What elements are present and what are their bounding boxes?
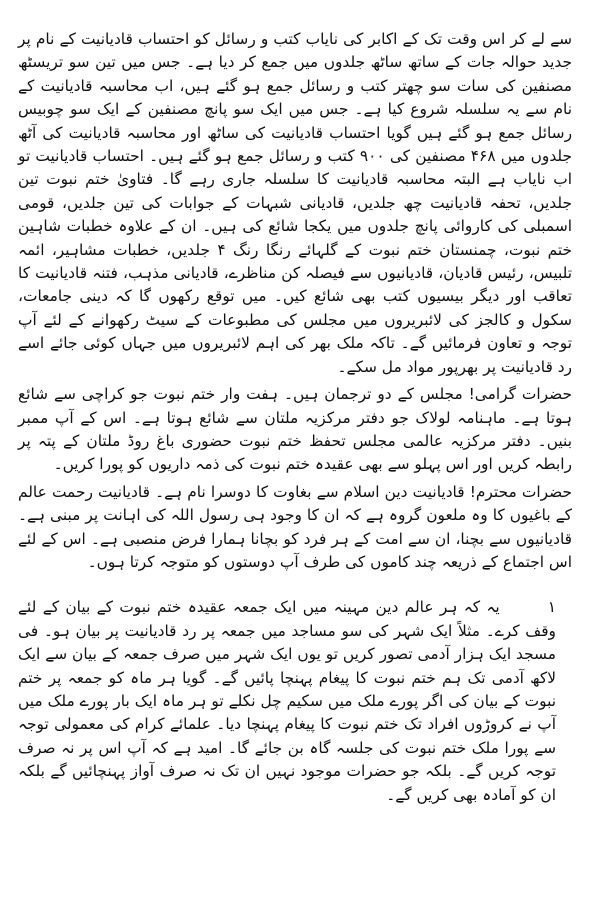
paragraph-publications: حضرات گرامی! مجلس کے دو ترجمان ہیں۔ ہفت وار ختم نبوت جو کراچی سے شائع ہوتا ہے۔ ماہنامہ لولاک جو دفتر مرکزیہ ملتان سے شائع ہوتا ہے۔ اس کے آپ ممبر بنیں۔ دفتر مرکزیہ عالمی مجلس تحفظ ختم نبوت حضوری باغ روڈ ملتان کے پتہ پر رابطہ کریں اور اس پہلو سے بھی عقیدہ ختم نبوت کی ذمہ داریوں کو پورا کریں۔ (18, 385, 572, 474)
item-number: ۱ (547, 598, 556, 617)
paragraph-books-collection: سے لے کر اس وقت تک کے اکابر کی نایاب کتب و رسائل کو احتساب قادیانیت کے نام پر جدید حوالہ جات کے ساتھ ساٹھ جلدوں میں جمع کر دیا ہے۔ جس میں تین سو تریسٹھ مصنفین کی سات سو چھتر کتب و رسائل جمع ہو گئے ہیں، اب محاسبہ قادیانیت کے نام سے یہ سلسلہ شروع کیا ہے۔ جس میں ایک سو پانچ مصنفین کے ایک سو چوبیس رسائل جمع ہو گئے ہیں گویا احتساب قادیانیت کی ساٹھ اور محاسبہ قادیانیت کی آٹھ جلدوں میں ۴۶۸ مصنفین کی ۹۰۰ کتب و رسائل جمع ہو گئے ہیں۔ احتساب قادیانیت تو اب نایاب ہے البتہ محاسبہ قادیانیت کا سلسلہ جاری رہے گا۔ فتاویٰ ختم نبوت تین جلدیں، تحفہ قادیانیت چھ جلدیں، قادیانی شبہات کے جوابات کی تین جلدیں، قومی اسمبلی کی کاروائی پانچ جلدوں میں یکجا شائع کی ہیں۔ ان کے علاوہ خطبات شاہین ختم نبوت، چمنستان ختم نبوت کے گلہائے رنگا رنگ ۴ جلدیں، خطبات مشاہیر، ائمہ تلبیس، رئیس قادیان، قادیانیوں سے فیصلہ کن مناظرے، قادیانی مذہب، فتنہ قادیانیت کا تعاقب اور دیگر بیسیوں کتب بھی شائع کیں۔ میں توقع رکھوں گا کہ دینی جامعات، سکول و کالجز کی لائبریروں میں مجلس کی مطبوعات کے سیٹ رکھوانے کے لئے آپ توجہ و تعاون فرمائیں گے۔ تاکہ ملک بھر کی اہم لائبریروں میں جہاں کوئی جائے اسے رد قادیانیت پر بھرپور مواد مل سکے۔ (18, 30, 573, 376)
paragraph-qadianiyat-rebellion: حضرات محترم! قادیانیت دین اسلام سے بغاوت کا دوسرا نام ہے۔ قادیانیت رحمت عالم کے باغیوں کا وہ ملعون گروہ ہے کہ ان کا وجود ہی رسول اللہ کی اہانت پر مبنی ہے۔ قادیانیوں سے بچنا، ان سے امت کے ہر فرد کو بچانا ہمارا فرض منصبی ہے۔ اس کے لئے اس اجتماع کے ذریعہ چند کاموں کی طرف آپ دوستوں کو متوجہ کرتا ہوں۔ (18, 482, 572, 571)
numbered-item-1 (18, 596, 572, 807)
item-text: یہ کہ ہر عالم دین مہینہ میں ایک جمعہ عقیدہ ختم نبوت کے بیان کے لئے وقف کرے۔ مثلاً ایک شہر کی سو مساجد میں جمعہ پر رد قادیانیت پر بیان ہو۔ فی مسجد ایک ہزار آدمی تصور کریں تو یوں ایک شہر میں صرف جمعہ کے بیان سے ایک لاکھ آدمی تک ہم ختم نبوت کا پیغام پہنچا پائیں گے۔ گویا ہر ماہ کو جمعہ پر ختم نبوت کے بیان کی اگر پورے ملک میں سکیم چل نکلے تو ہر ماہ ایک بار پورے ملک میں آپ نے کروڑوں افراد تک ختم نبوت کا پیغام پہنچا دیا۔ علمائے کرام کی معمولی توجہ سے پورا ملک ختم نبوت کی جلسہ گاہ بن جائے گا۔ امید ہے کہ آپ اس پر نہ صرف توجہ کریں گے۔ بلکہ جو حضرات موجود نہیں ان تک نہ صرف آواز پہنچائیں گے بلکہ ان کو آمادہ بھی کریں گے۔ (18, 598, 556, 804)
